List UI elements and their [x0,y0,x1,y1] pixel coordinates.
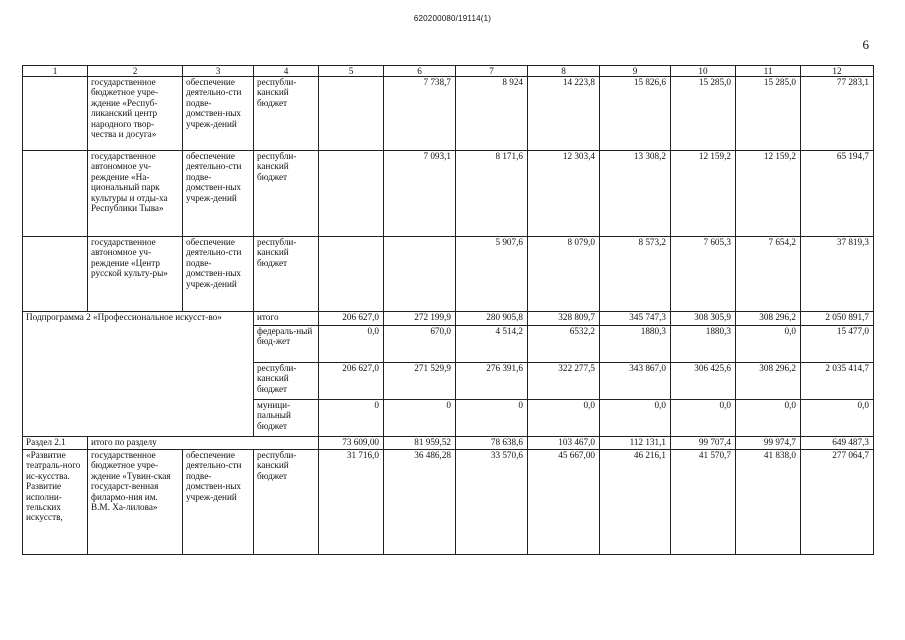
value-cell: 4 514,2 [456,326,528,363]
value-cell: 73 609,00 [319,437,384,450]
col-header: 10 [671,66,736,77]
value-cell: 31 716,0 [319,450,384,555]
value-cell: 280 905,8 [456,312,528,326]
value-cell: 8 079,0 [528,237,600,312]
source-cell: итого [254,312,319,326]
source-cell: федераль-ный бюд-жет [254,326,319,363]
value-cell: 41 838,0 [736,450,801,555]
purpose-cell: обеспечение деятельно-сти подве-домствен-ных учреж-дений [183,450,254,555]
value-cell: 46 216,1 [600,450,671,555]
value-cell: 322 277,5 [528,363,600,400]
section-total-label: итого по разделу [88,437,319,450]
empty-cell [23,151,88,237]
purpose-cell: обеспечение деятельно-сти подве-домствен-ных учреж-дений [183,77,254,151]
value-cell: 206 627,0 [319,363,384,400]
value-cell: 2 035 414,7 [801,363,874,400]
value-cell: 8 171,6 [456,151,528,237]
value-cell: 272 199,9 [384,312,456,326]
col-header: 6 [384,66,456,77]
org-cell: государственное автономное уч-реждение «На-циональный парк культуры и отды-ха Республики Тыва» [88,151,183,237]
value-cell: 65 194,7 [801,151,874,237]
table-row [23,237,874,312]
value-cell: 45 667,00 [528,450,600,555]
value-cell [319,151,384,237]
value-cell: 15 285,0 [736,77,801,151]
value-cell: 308 305,9 [671,312,736,326]
value-cell: 12 159,2 [736,151,801,237]
value-cell: 103 467,0 [528,437,600,450]
value-cell: 271 529,9 [384,363,456,400]
value-cell: 670,0 [384,326,456,363]
value-cell: 77 283,1 [801,77,874,151]
value-cell: 15 285,0 [671,77,736,151]
value-cell: 345 747,3 [600,312,671,326]
empty-cell [23,237,88,312]
value-cell: 37 819,3 [801,237,874,312]
value-cell: 0,0 [600,400,671,437]
subprogram-title: Подпрограмма 2 «Профессиональное искусст-во» [23,312,254,437]
value-cell: 1880,3 [600,326,671,363]
col-header: 2 [88,66,183,77]
document-id: 620200080/19114(1) [413,14,492,23]
value-cell: 0 [456,400,528,437]
value-cell: 33 570,6 [456,450,528,555]
col-header: 1 [23,66,88,77]
value-cell: 112 131,1 [600,437,671,450]
value-cell: 649 487,3 [801,437,874,450]
value-cell: 2 050 891,7 [801,312,874,326]
value-cell: 0,0 [736,326,801,363]
table-row [23,450,874,555]
value-cell: 6532,2 [528,326,600,363]
value-cell: 0,0 [528,400,600,437]
value-cell: 7 738,7 [384,77,456,151]
empty-cell [23,77,88,151]
value-cell [319,77,384,151]
org-cell: государственное бюджетное учре-ждение «Респуб-ликанский центр народного твор-чества и досуга» [88,77,183,151]
value-cell: 343 867,0 [600,363,671,400]
source-cell: республи-канский бюджет [254,450,319,555]
value-cell: 78 638,6 [456,437,528,450]
value-cell: 306 425,6 [671,363,736,400]
col-header: 5 [319,66,384,77]
org-cell: государственное автономное уч-реждение «Центр русской культу-ры» [88,237,183,312]
purpose-cell: обеспечение деятельно-сти подве-домствен-ных учреж-дений [183,151,254,237]
section-name-cell: «Развитие театраль-ного ис-кусства. Развитие исполни-тельских искусств, [23,450,88,555]
value-cell: 13 308,2 [600,151,671,237]
col-header: 12 [801,66,874,77]
source-cell: республи-канский бюджет [254,77,319,151]
source-cell: республи-канский бюджет [254,237,319,312]
value-cell: 308 296,2 [736,363,801,400]
value-cell: 0,0 [736,400,801,437]
value-cell: 81 959,52 [384,437,456,450]
value-cell: 99 707,4 [671,437,736,450]
column-number-row [23,66,874,77]
value-cell: 12 159,2 [671,151,736,237]
value-cell: 0,0 [671,400,736,437]
value-cell: 206 627,0 [319,312,384,326]
value-cell: 1880,3 [671,326,736,363]
value-cell: 36 486,28 [384,450,456,555]
value-cell: 0 [384,400,456,437]
table-row [23,151,874,237]
value-cell [319,237,384,312]
value-cell: 7 654,2 [736,237,801,312]
value-cell: 0 [319,400,384,437]
value-cell: 0,0 [801,400,874,437]
value-cell: 99 974,7 [736,437,801,450]
col-header: 4 [254,66,319,77]
col-header: 3 [183,66,254,77]
value-cell: 277 064,7 [801,450,874,555]
budget-table [22,65,874,555]
value-cell: 15 826,6 [600,77,671,151]
page-number: 6 [862,37,869,52]
value-cell: 14 223,8 [528,77,600,151]
source-cell: муници-пальный бюджет [254,400,319,437]
section-total-row [23,437,874,450]
org-cell: государственное бюджетное учре-ждение «Тувин-ская государст-венная филармо-ния им. В.М. Ха-лилова» [88,450,183,555]
value-cell: 7 605,3 [671,237,736,312]
purpose-cell: обеспечение деятельно-сти подве-домствен-ных учреж-дений [183,237,254,312]
section-label: Раздел 2.1 [23,437,88,450]
col-header: 9 [600,66,671,77]
table-row [23,77,874,151]
value-cell: 7 093,1 [384,151,456,237]
col-header: 8 [528,66,600,77]
source-cell: республи-канский бюджет [254,363,319,400]
value-cell: 8 573,2 [600,237,671,312]
value-cell: 5 907,6 [456,237,528,312]
value-cell [384,237,456,312]
value-cell: 0,0 [319,326,384,363]
value-cell: 276 391,6 [456,363,528,400]
value-cell: 12 303,4 [528,151,600,237]
value-cell: 328 809,7 [528,312,600,326]
source-cell: республи-канский бюджет [254,151,319,237]
value-cell: 8 924 [456,77,528,151]
value-cell: 15 477,0 [801,326,874,363]
value-cell: 41 570,7 [671,450,736,555]
col-header: 7 [456,66,528,77]
subprogram-total-row [23,312,874,326]
col-header: 11 [736,66,801,77]
value-cell: 308 296,2 [736,312,801,326]
